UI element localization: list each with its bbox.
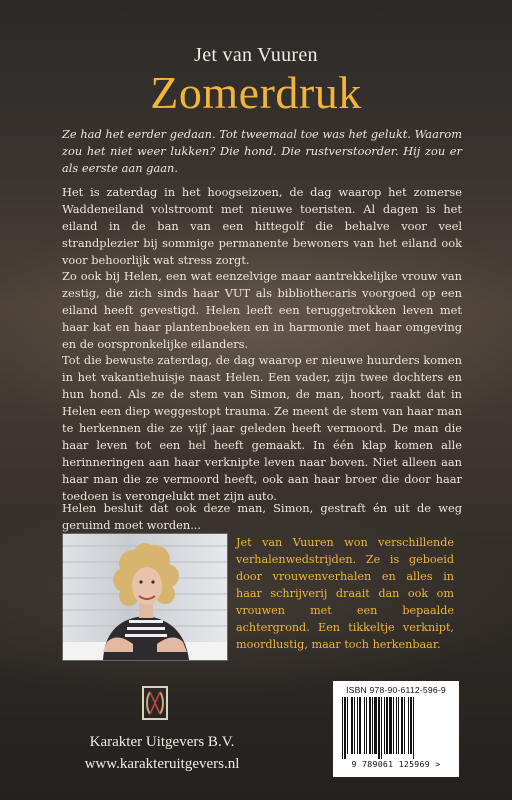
book-title: Zomerdruk bbox=[150, 67, 362, 118]
isbn-barcode bbox=[333, 681, 459, 777]
barcode-bar bbox=[386, 697, 388, 754]
barcode-bar bbox=[393, 697, 394, 754]
author-name: Jet van Vuuren bbox=[194, 44, 318, 66]
barcode-bar bbox=[389, 697, 392, 754]
barcode-bar bbox=[354, 697, 355, 754]
blurb-paragraph: Zo ook bij Helen, een wat eenzelvige maar aantrekkelijke vrouw van zestig, die zich sinds haar VUT als bibliothecaris voorgoed op een eiland heeft gevestigd. Helen leeft een teruggetrokken leven met haar kat en haar plantenboeken en in harmonie met haar omgeving en de oorspronkelijke eilanders. bbox=[62, 269, 462, 351]
barcode-bar bbox=[347, 697, 348, 754]
publisher-logo-icon bbox=[142, 686, 168, 720]
barcode-bar bbox=[374, 697, 377, 754]
barcode-digits: 9 789061 125969 > bbox=[351, 759, 441, 769]
blurb-paragraph: Helen besluit dat ook deze man, Simon, gestraft én uit de weg geruimd moet worden... bbox=[62, 501, 462, 532]
barcode-bar bbox=[413, 697, 414, 759]
barcode-bar bbox=[342, 697, 343, 759]
barcode-bar bbox=[372, 697, 373, 754]
barcode-bar bbox=[398, 697, 399, 754]
barcode-bar bbox=[381, 697, 382, 759]
publisher-website: www.karakteruitgevers.nl bbox=[84, 756, 240, 772]
barcode-bar bbox=[396, 697, 397, 754]
barcode-bar bbox=[344, 697, 346, 759]
author-photo bbox=[62, 533, 228, 661]
author-bio: Jet van Vuuren won verschillende verhalenwedstrijden. Ze is geboeid door vrouwenverhalen en alles in haar schrijverij draait dan ook om vrouwen met een bepaalde achtergrond. Een tikkeltje verknipt, moordlustig, maar toch herkenbaar. bbox=[236, 536, 454, 651]
blurb-paragraph: Het is zaterdag in het hoogseizoen, de dag waarop het zomerse Waddeneiland volstroomt met nieuwe toeristen. Al dagen is het eiland in de ban van een hittegolf die behalve voor veel strandplezier bij sommige permanente bewoners van het eiland ook voor behoorlijk wat stress zorgt. bbox=[62, 185, 462, 267]
barcode-bar bbox=[366, 697, 367, 754]
barcode-bar bbox=[359, 697, 361, 754]
publisher-name: Karakter Uitgevers B.V. bbox=[89, 734, 235, 750]
barcode-bar bbox=[364, 697, 365, 754]
barcode-bar bbox=[404, 697, 405, 754]
barcode-bar bbox=[401, 697, 403, 754]
barcode-bar bbox=[384, 697, 385, 754]
barcode-bars bbox=[340, 697, 452, 759]
blurb-paragraph: Tot die bewuste zaterdag, de dag waarop er nieuwe huurders komen in het vakantiehuisje naast Helen. Een vader, zijn twee dochters en hun hond. Als ze de stem van Simon, de man, hoort, raakt dat in Helen een diep weggestopt trauma. Ze meent de stem van haar man te herkennen die ze vijf jaar geleden heeft vermoord. De man die haar leven tot een hel heeft gemaakt. In één klap komen alle herinneringen aan haar verknipte leven naar boven. Niet alleen aan haar man die ze vermoord heeft, ook aan haar broer die door haar toedoen is verongelukt met zijn auto. bbox=[62, 353, 462, 503]
barcode-bar bbox=[410, 697, 412, 754]
barcode-bar bbox=[369, 697, 371, 754]
isbn-label: ISBN 978-90-6112-596-9 bbox=[346, 685, 446, 695]
author-portrait-image bbox=[63, 534, 227, 660]
barcode-bar bbox=[351, 697, 353, 754]
barcode-bar bbox=[408, 697, 409, 754]
barcode-bar bbox=[378, 697, 380, 759]
blurb-paragraph: Ze had het eerder gedaan. Tot tweemaal toe was het gelukt. Waarom zou het niet weer lukken? Die hond. Die rustverstoorder. Hij zou er als eerste aan gaan. bbox=[62, 127, 462, 175]
barcode-bar bbox=[357, 697, 358, 754]
